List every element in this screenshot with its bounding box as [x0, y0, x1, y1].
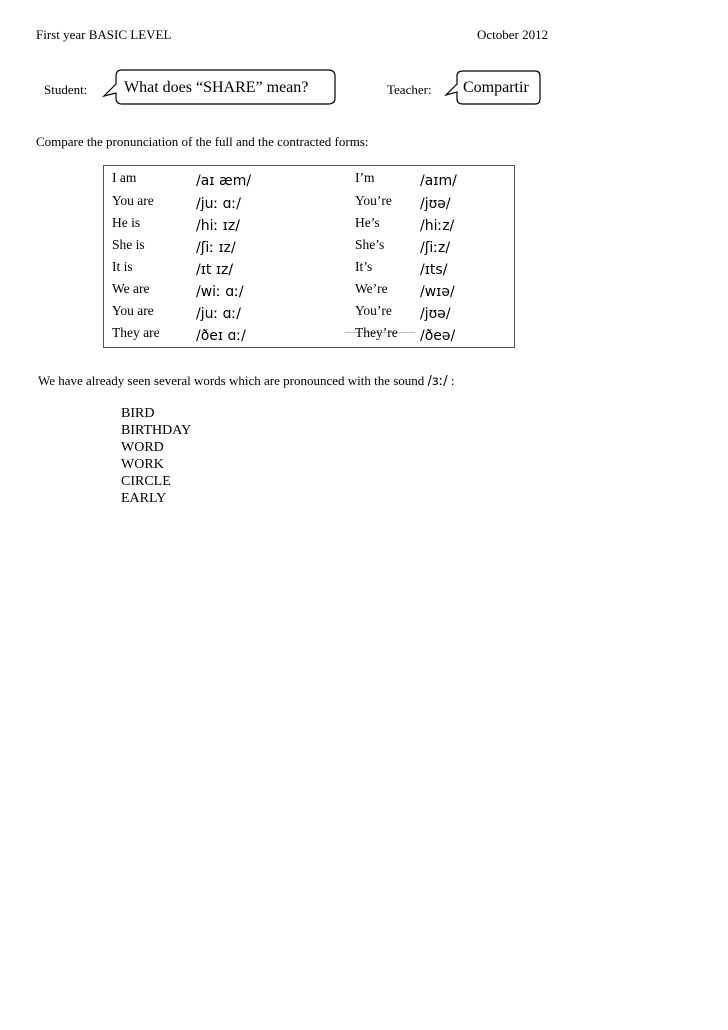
full-form: You are	[112, 303, 154, 318]
contracted-form-ipa: /hiːz/	[420, 218, 455, 234]
contracted-form: She’s	[355, 237, 385, 252]
list-item: EARLY	[121, 491, 167, 506]
pronunciation-table	[103, 165, 515, 348]
full-form-ipa: /juː ɑː/	[196, 306, 241, 322]
sound-sentence	[38, 373, 454, 389]
full-form-ipa: /hiː ɪz/	[196, 218, 240, 234]
header-right: October 2012	[477, 27, 549, 42]
full-form: They are	[112, 325, 160, 340]
full-form: I am	[112, 170, 137, 185]
full-form: It is	[112, 259, 133, 274]
full-form-ipa: /ðeɪ ɑː/	[196, 328, 246, 344]
list-item: BIRTHDAY	[121, 423, 192, 438]
list-item: BIRD	[121, 406, 155, 421]
teacher-label: Teacher:	[387, 82, 432, 97]
contracted-form-ipa: /ɪts/	[420, 262, 448, 278]
list-item: WORK	[121, 457, 164, 472]
contracted-form-ipa: /jʊə/	[420, 196, 451, 212]
contracted-form: It’s	[355, 259, 373, 274]
sound-sentence-text: We have already seen several words which are pronounced with the sound	[38, 373, 425, 388]
student-label: Student:	[44, 82, 88, 97]
full-form-ipa: /wiː ɑː/	[196, 284, 244, 300]
student-question: What does “SHARE” mean?	[124, 79, 309, 96]
header-left: First year BASIC LEVEL	[36, 27, 172, 42]
full-form-ipa: /ɪt ɪz/	[196, 262, 234, 278]
full-form-ipa: /juː ɑː/	[196, 196, 241, 212]
speech-bubbles	[0, 0, 728, 130]
contracted-form: You’re	[355, 193, 392, 208]
contracted-form: We’re	[355, 281, 388, 296]
full-form-ipa: /aɪ æm/	[196, 173, 252, 189]
contracted-form-ipa: /ðeə/	[420, 328, 456, 344]
contracted-form: He’s	[355, 215, 380, 230]
sound-sentence-colon: :	[450, 373, 455, 388]
instruction-text: Compare the pronunciation of the full and the contracted forms:	[36, 134, 369, 149]
sound-symbol: /ɜː/	[427, 374, 448, 389]
list-item: CIRCLE	[121, 474, 171, 489]
contracted-form-ipa: /ʃiːz/	[420, 240, 451, 256]
full-form: He is	[112, 215, 141, 230]
word-list	[121, 405, 191, 507]
contracted-form-ipa: /jʊə/	[420, 306, 451, 322]
full-form: You are	[112, 193, 154, 208]
full-form: We are	[112, 281, 150, 296]
list-item: WORD	[121, 440, 164, 455]
teacher-answer: Compartir	[463, 79, 529, 96]
contracted-form-ipa: /wɪə/	[420, 284, 455, 300]
contracted-form-ipa: /aɪm/	[420, 173, 457, 189]
contracted-form: You’re	[355, 303, 392, 318]
contracted-form: They’re	[355, 325, 398, 340]
full-form: She is	[112, 237, 145, 252]
contracted-form: I’m	[355, 170, 375, 185]
full-form-ipa: /ʃiː ɪz/	[196, 240, 236, 256]
